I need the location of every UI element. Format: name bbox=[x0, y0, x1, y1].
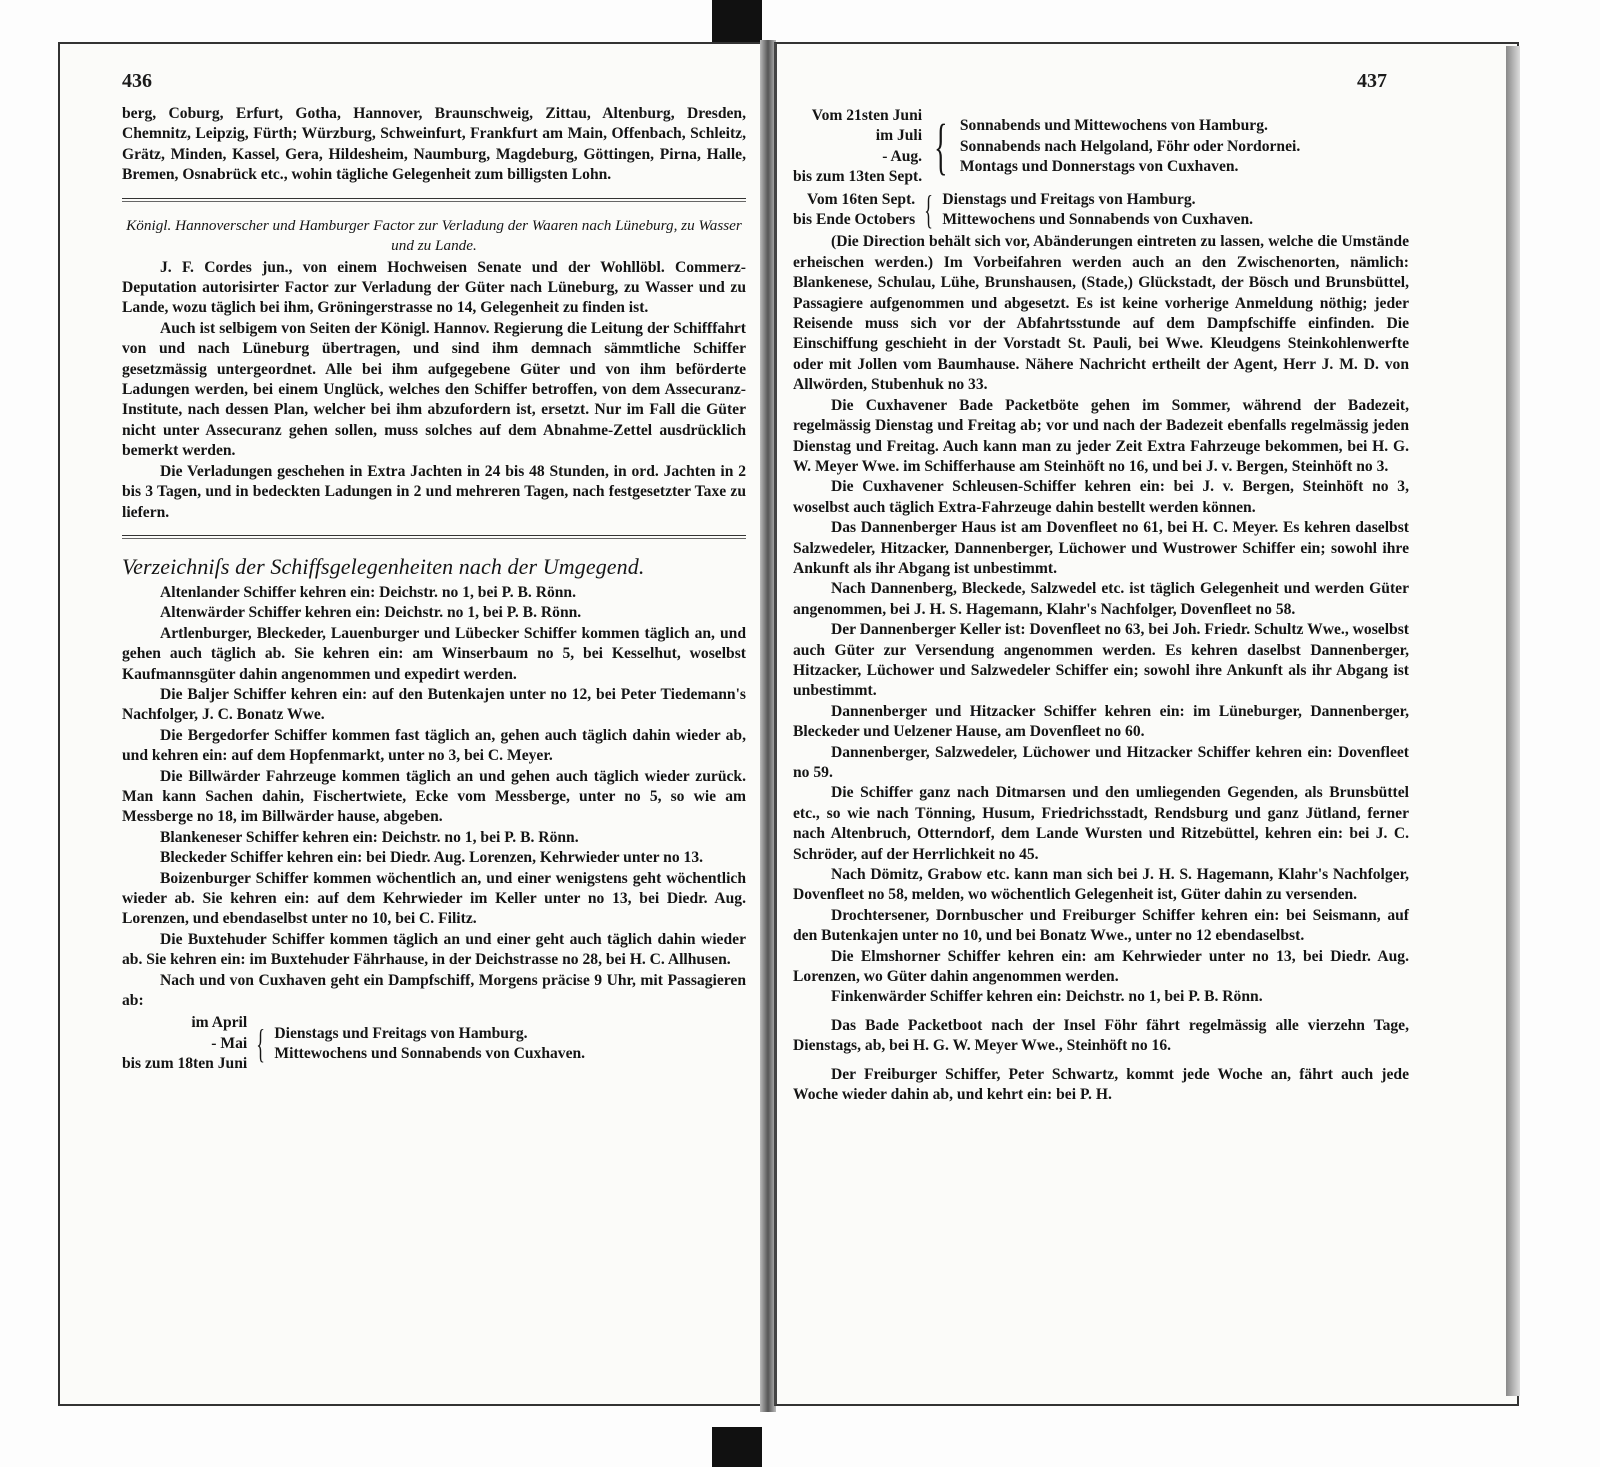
list-item: Nach Dömitz, Grabow etc. kann man sich bei J. H. S. Hagemann, Klahr's Nachfolger, Dovenfleet no 58, melden, wo wöchentlich Gelegenheit ist, Güter dahin zu versenden. bbox=[793, 866, 1409, 904]
brace-glyph: { bbox=[256, 1021, 266, 1067]
right-page bbox=[774, 42, 1519, 1406]
factor-heading: Königl. Hannoverscher und Hamburger Factor zur Verladung der Waaren nach Lüneburg, zu Wasser und zu Lande. bbox=[126, 216, 742, 254]
timetable-services bbox=[960, 116, 1409, 177]
timetable-services bbox=[274, 1024, 746, 1065]
list-item: Die Cuxhavener Schleusen-Schiffer kehren ein: bei J. v. Bergen, Steinhöft no 3, woselbst auch täglich Extra-Fahrzeuge dahin bestellt werden können. bbox=[793, 478, 1409, 516]
page-edge-shadow bbox=[1506, 46, 1520, 1396]
section-title: Verzeichniſs der Schiffsgelegenheiten nach der Umgegend. bbox=[122, 553, 645, 579]
brace-glyph: { bbox=[934, 112, 948, 181]
left-page-body bbox=[122, 104, 746, 1077]
page-number-right: 437 bbox=[1357, 70, 1387, 92]
timetable-dates bbox=[793, 190, 915, 231]
timetable-date: bis zum 13ten Sept. bbox=[793, 168, 923, 186]
list-item: Boizenburger Schiffer kommen wöchentlich an, und einer wenigstens geht wöchentlich wieder ab. Sie kehren ein: auf dem Kehrwieder im Keller unter no 13, bei Diedr. Aug. Lorenzen, und ebendaselbst unter no 10, bei C. Filitz. bbox=[122, 869, 746, 928]
list-item: Altenwärder Schiffer kehren ein: Deichstr. no 1, bei P. B. Rönn. bbox=[160, 604, 582, 622]
timetable-service: Sonnabends nach Helgoland, Föhr oder Nordornei. bbox=[959, 137, 1301, 155]
list-item: Der Dannenberger Keller ist: Dovenfleet no 63, bei Joh. Friedr. Schultz Wwe., woselbst auch Güter zur Versendung angenommen werden. Es kehren daselbst Dannenberger, Hitzacker, Lüchower und Salzwedeler Schiffer ein; sowohl ihre Ankunft als ihr Abgang ist unbestimmt. bbox=[793, 621, 1409, 700]
factor-paragraph: Auch ist selbigem von Seiten der Königl. Hannov. Regierung die Leitung der Schifffahrt von und nach Lüneburg übertragen, und sind ihm demnach sämmtliche Schiffer gesetzmässig untergeordnet. Alle bei ihm aufgegebene Güter und von ihm beförderte Ladungen werden, bei einem Unglück, welches den Schiffer betroffen, von dem Assecuranz-Institute, nach dessen Plan, welcher bei ihm abzufordern ist, ersetzt. Nur im Fall die Güter nicht unter Assecuranz gehen sollen, muss solches auf dem Abnahme-Zettel ausdrücklich bemerkt werden. bbox=[122, 319, 746, 460]
timetable-date: - Mai bbox=[211, 1034, 248, 1052]
timetable-date: - Aug. bbox=[882, 147, 923, 165]
list-item: Das Dannenberger Haus ist am Dovenfleet no 61, bei H. C. Meyer. Es kehren daselbst Salzwedeler, Hitzacker, Dannenberger, Lüchower und Wustrower Schiffer ein; sowohl ihre Ankunft als ihr Abgang ist unbestimmt. bbox=[793, 519, 1409, 577]
timetable-date: bis Ende Octobers bbox=[793, 211, 916, 229]
list-item: Die Buxtehuder Schiffer kommen täglich an und einer geht auch täglich dahin wieder ab. Sie kehren ein: im Buxtehuder Fährhause, in der Deichstrasse no 28, bei H. C. Allhusen. bbox=[122, 930, 746, 969]
timetable-service: Sonnabends und Mittewochens von Hamburg. bbox=[959, 117, 1268, 135]
right-page-body bbox=[793, 104, 1409, 1106]
list-item: Altenlander Schiffer kehren ein: Deichstr. no 1, bei P. B. Rönn. bbox=[160, 583, 577, 601]
list-item: (Die Direction behält sich vor, Abänderungen eintreten zu lassen, welche die Umstände erheischen werden.) Im Vorbeifahren werden auch an den Zwischenorten, nämlich: Blankenese, Schulau, Lühe, Brunshausen, (Stade,) Glückstadt, der Bösch und Brunsbüttel, Passagiere aufgenommen und abgesetzt. Es ist keine vorherige Anmeldung nöthig; jeder Reisende muss sich vor der Abfahrtsstunde auf dem Dampfschiffe einfinden. Die Einschiffung geschieht in der Vorstadt St. Pauli, bei Wwe. Kleudgens Steinkohlenwerfte oder mit Jollen vom Baumhause. Nähere Nachricht ertheilt der Agent, Herr J. M. D. von Allwörden, Stubenhuk no 33. bbox=[793, 233, 1409, 394]
list-item: Die Elmshorner Schiffer kehren ein: am Kehrwieder unter no 13, bei Diedr. Aug. Lorenzen, wo Güter dahin angenommen werden. bbox=[793, 947, 1409, 986]
factor-paragraph: Die Verladungen geschehen in Extra Jachten in 24 bis 48 Stunden, in ord. Jachten in 2 bis 3 Tagen, und in bedeckten Ladungen in 2 und mehreren Tagen, nach festgesetzter Taxe zu liefern. bbox=[122, 462, 746, 521]
factor-paragraph: J. F. Cordes jun., von einem Hochweisen Senate und der Wohllöbl. Commerz-Deputation autorisirter Factor zur Verladung der Güter nach Lüneburg, zu Wasser und zu Lande, wozu täglich bei ihm, Gröningerstrasse no 14, Gelegenheit zu finden ist. bbox=[122, 258, 746, 317]
list-item: Die Bergedorfer Schiffer kommen fast täglich an, gehen auch täglich dahin wieder ab, und kehren ein: auf dem Hopfenmarkt, unter no 3, bei C. Meyer. bbox=[122, 726, 746, 765]
binding-strip-bottom bbox=[712, 1427, 762, 1467]
timetable-date: Vom 21sten Juni bbox=[811, 107, 923, 124]
list-item: Nach Dannenberg, Bleckede, Salzwedel etc. ist täglich Gelegenheit und werden Güter angenommen, bei J. H. S. Hagemann, Klahr's Nachfolger, Dovenfleet no 58. bbox=[793, 580, 1409, 618]
timetable-spring bbox=[122, 1013, 746, 1074]
left-page bbox=[58, 42, 771, 1406]
list-item: Bleckeder Schiffer kehren ein: bei Diedr. Aug. Lorenzen, Kehrwieder unter no 13. bbox=[160, 849, 704, 867]
list-item: Dannenberger, Salzwedeler, Lüchower und Hitzacker Schiffer kehren ein: Dovenfleet no 59. bbox=[793, 743, 1409, 781]
brace-glyph: { bbox=[924, 187, 934, 233]
divider-rule bbox=[122, 198, 746, 202]
list-item: Die Cuxhavener Bade Packetböte gehen im Sommer, während der Badezeit, regelmässig Dienstag und Freitag ab; vor und nach der Badezeit ebenfalls regelmässig jeden Dienstag und Freitag. Auch kann man zu jeder Zeit Extra Fahrzeuge bekommen, bei H. G. W. Meyer Wwe. im Schifferhause am Steinhöft no 16, und bei J. v. Bergen, Steinhöft no 3. bbox=[793, 396, 1409, 475]
timetable-date: im Juli bbox=[875, 127, 923, 145]
timetable-services bbox=[942, 190, 1409, 231]
timetable-dates bbox=[122, 1013, 247, 1074]
timetable-date: im April bbox=[191, 1014, 248, 1032]
list-item: Drochtersener, Dornbuscher und Freiburger Schiffer kehren ein: bei Seismann, auf den Butenkajen unter no 10, und bei Bonatz Wwe., unter no 12 ebendaselbst. bbox=[793, 906, 1409, 945]
timetable-service: Mittewochens und Sonnabends von Cuxhaven. bbox=[942, 211, 1254, 229]
timetable-summer bbox=[793, 106, 1409, 188]
timetable-date: Vom 16ten Sept. bbox=[807, 190, 916, 208]
list-item: Das Bade Packetboot nach der Insel Föhr fährt regelmässig alle vierzehn Tage, Dienstags, ab, bei H. G. W. Meyer Wwe., Steinhöft no 16. bbox=[793, 1016, 1409, 1055]
list-item: Die Schiffer ganz nach Ditmarsen und den umliegenden Gegenden, als Brunsbüttel etc., so wie nach Tönning, Husum, Friedrichsstadt, Rendsburg und ganz Jütland, ferner nach Altenbruch, Otterndorf, dem Lande Wursten und Ritzebüttel, kehren ein: bei J. C. Schröder, auf der Herrlichkeit no 45. bbox=[793, 784, 1409, 863]
list-item: Die Billwärder Fahrzeuge kommen täglich an und gehen auch täglich wieder zurück. Man kann Sachen dahin, Fischertwiete, Ecke vom Messberge, unter no 5, so wie am Messberge no 18, im Billwärder hause, abgeben. bbox=[122, 767, 746, 826]
binding-strip-top bbox=[712, 0, 762, 46]
list-item: Nach und von Cuxhaven geht ein Dampfschiff, Morgens präcise 9 Uhr, mit Passagieren ab: bbox=[122, 971, 746, 1010]
list-item: Artlenburger, Bleckeder, Lauenburger und Lübecker Schiffer kommen täglich an, und gehen auch täglich ab. Sie kehren ein: am Winserbaum no 5, bei Kesselhut, woselbst Kaufmannsgüter dahin angenommen und expedirt werden. bbox=[122, 624, 746, 683]
top-paragraph: berg, Coburg, Erfurt, Gotha, Hannover, Braunschweig, Zittau, Altenburg, Dresden, Chemnitz, Leipzig, Fürth; Würzburg, Schweinfurt, Frankfurt am Main, Offenbach, Schleitz, Grätz, Minden, Kassel, Gera, Hildesheim, Naumburg, Magdeburg, Göttingen, Pirna, Halle, Bremen, Osnabrück etc., wohin tägliche Gelegenheit zum billigsten Lohn. bbox=[122, 105, 746, 184]
list-item: Dannenberger und Hitzacker Schiffer kehren ein: im Lüneburger, Dannenberger, Bleckeder und Uelzener Hause, am Dovenfleet no 60. bbox=[793, 702, 1409, 741]
timetable-service: Mittewochens und Sonnabends von Cuxhaven. bbox=[274, 1045, 586, 1063]
list-item: Der Freiburger Schiffer, Peter Schwartz, kommt jede Woche an, fährt auch jede Woche wieder dahin ab, und kehrt ein: bei P. H. bbox=[793, 1065, 1409, 1104]
list-item: Die Baljer Schiffer kehren ein: auf den Butenkajen unter no 12, bei Peter Tiedemann's Nachfolger, J. C. Bonatz Wwe. bbox=[122, 685, 746, 724]
list-item: Finkenwärder Schiffer kehren ein: Deichstr. no 1, bei P. B. Rönn. bbox=[831, 988, 1263, 1006]
timetable-service: Montags und Donnerstags von Cuxhaven. bbox=[959, 158, 1239, 176]
timetable-autumn bbox=[793, 187, 1409, 233]
timetable-date: bis zum 18ten Juni bbox=[122, 1055, 248, 1073]
timetable-service: Dienstags und Freitags von Hamburg. bbox=[274, 1024, 528, 1042]
page-number-left: 436 bbox=[122, 70, 152, 92]
divider-rule bbox=[122, 535, 746, 539]
timetable-dates bbox=[793, 106, 922, 188]
list-item: Blankeneser Schiffer kehren ein: Deichstr. no 1, bei P. B. Rönn. bbox=[160, 828, 579, 846]
timetable-service: Dienstags und Freitags von Hamburg. bbox=[942, 190, 1196, 208]
